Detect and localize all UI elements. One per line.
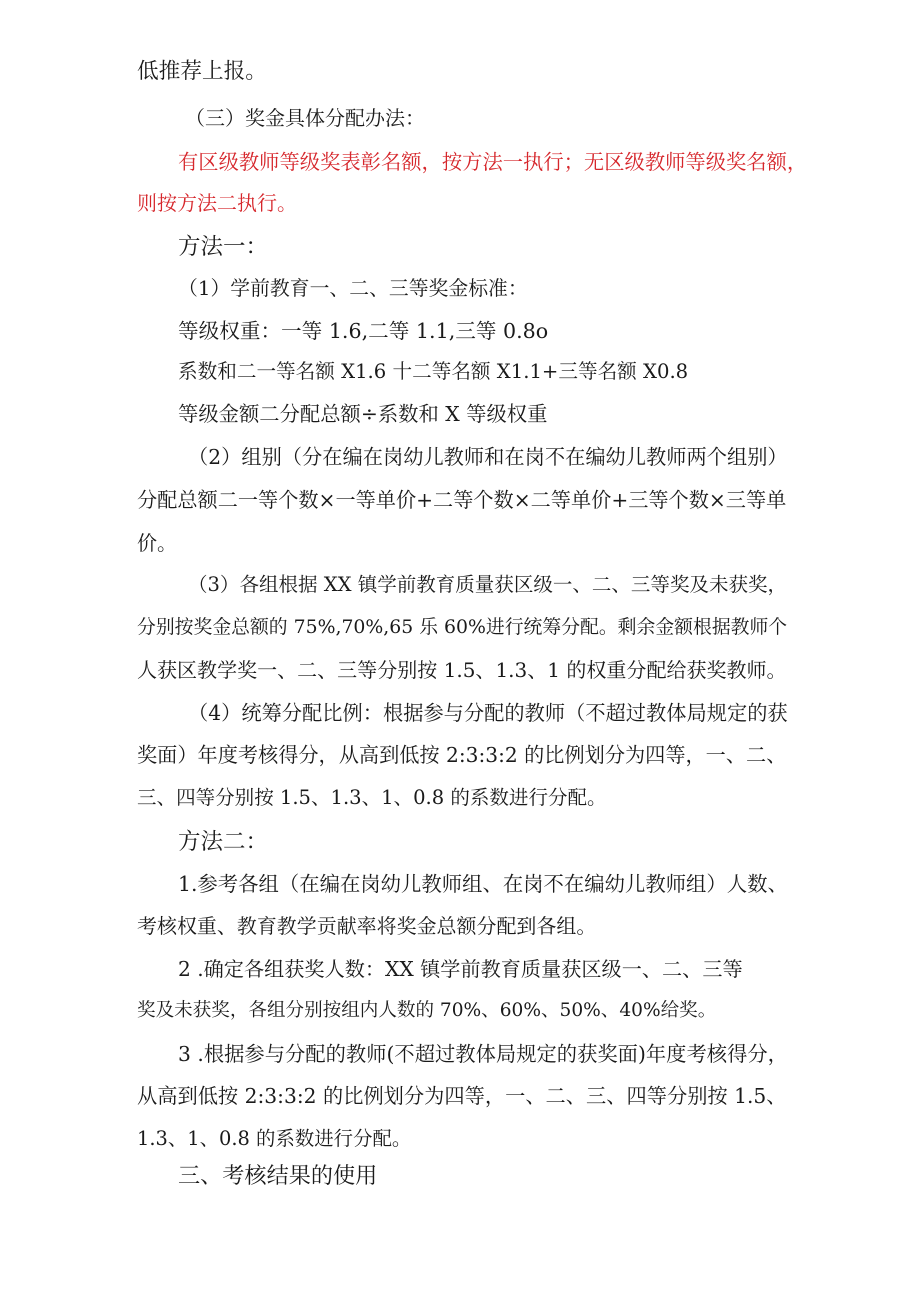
section-heading: （三）奖金具体分配办法： [185, 106, 425, 130]
text-line: （2）组别（分在编在岗幼儿教师和在岗不在编幼儿教师两个组别） [188, 445, 788, 469]
text-line: 奖及未获奖，各组分别按组内人数的 70%、60%、50%、40%给奖。 [137, 1000, 717, 1021]
text-line: 考核权重、教育教学贡献率将奖金总额分配到各组。 [137, 914, 597, 938]
text-line: 人获区教学奖一、二、三等分别按 1.5、1.3、1 的权重分配给获奖教师。 [137, 658, 787, 682]
highlighted-text-line: 则按方法二执行。 [137, 191, 297, 215]
text-line: 2 .确定各组获奖人数：XX 镇学前教育质量获区级一、二、三等 [178, 957, 743, 981]
text-line: 从高到低按 2:3:3:2 的比例划分为四等，一、二、三、四等分别按 1.5、 [137, 1084, 787, 1108]
text-line: 低推荐上报。 [137, 59, 267, 84]
section-heading: 三、考核结果的使用 [178, 1163, 378, 1189]
text-line: 三、四等分别按 1.5、1.3、1、0.8 的系数进行分配。 [137, 786, 607, 809]
text-line: 分别按奖金总额的 75%,70%,65 乐 60%进行统筹分配。剩余金额根据教师个 [137, 617, 788, 638]
text-line: （1）学前教育一、二、三等奖金标准： [178, 277, 528, 300]
text-line: 奖面）年度考核得分，从高到低按 2:3:3:2 的比例划分为四等，一、二、 [137, 743, 787, 767]
method-heading: 方法二： [178, 829, 269, 855]
highlighted-text-line: 有区级教师等级奖表彰名额，按方法一执行；无区级教师等级奖名额， [178, 150, 808, 174]
text-line: 1.参考各组（在编在岗幼儿教师组、在岗不在编幼儿教师组）人数、 [178, 872, 788, 896]
text-line: 等级权重：一等 1.6,二等 1.1,三等 0.8o [178, 319, 549, 343]
text-line: 等级金额二分配总额÷系数和 X 等级权重 [178, 402, 548, 426]
text-line: （3）各组根据 XX 镇学前教育质量获区级一、二、三等奖及未获奖， [188, 573, 788, 596]
text-line: （4）统筹分配比例：根据参与分配的教师（不超过教体局规定的获 [188, 701, 788, 725]
text-line: 分配总额二一等个数×一等单价+二等个数×二等单价+三等个数×三等单 [137, 488, 787, 512]
text-line: 1.3、1、0.8 的系数进行分配。 [137, 1127, 412, 1150]
text-line: 3 .根据参与分配的教师(不超过教体局规定的获奖面)年度考核得分， [178, 1042, 788, 1066]
method-heading: 方法一： [178, 234, 269, 260]
text-line: 价。 [137, 531, 177, 555]
text-line: 系数和二一等名额 X1.6 十二等名额 X1.1+三等名额 X0.8 [178, 360, 689, 383]
